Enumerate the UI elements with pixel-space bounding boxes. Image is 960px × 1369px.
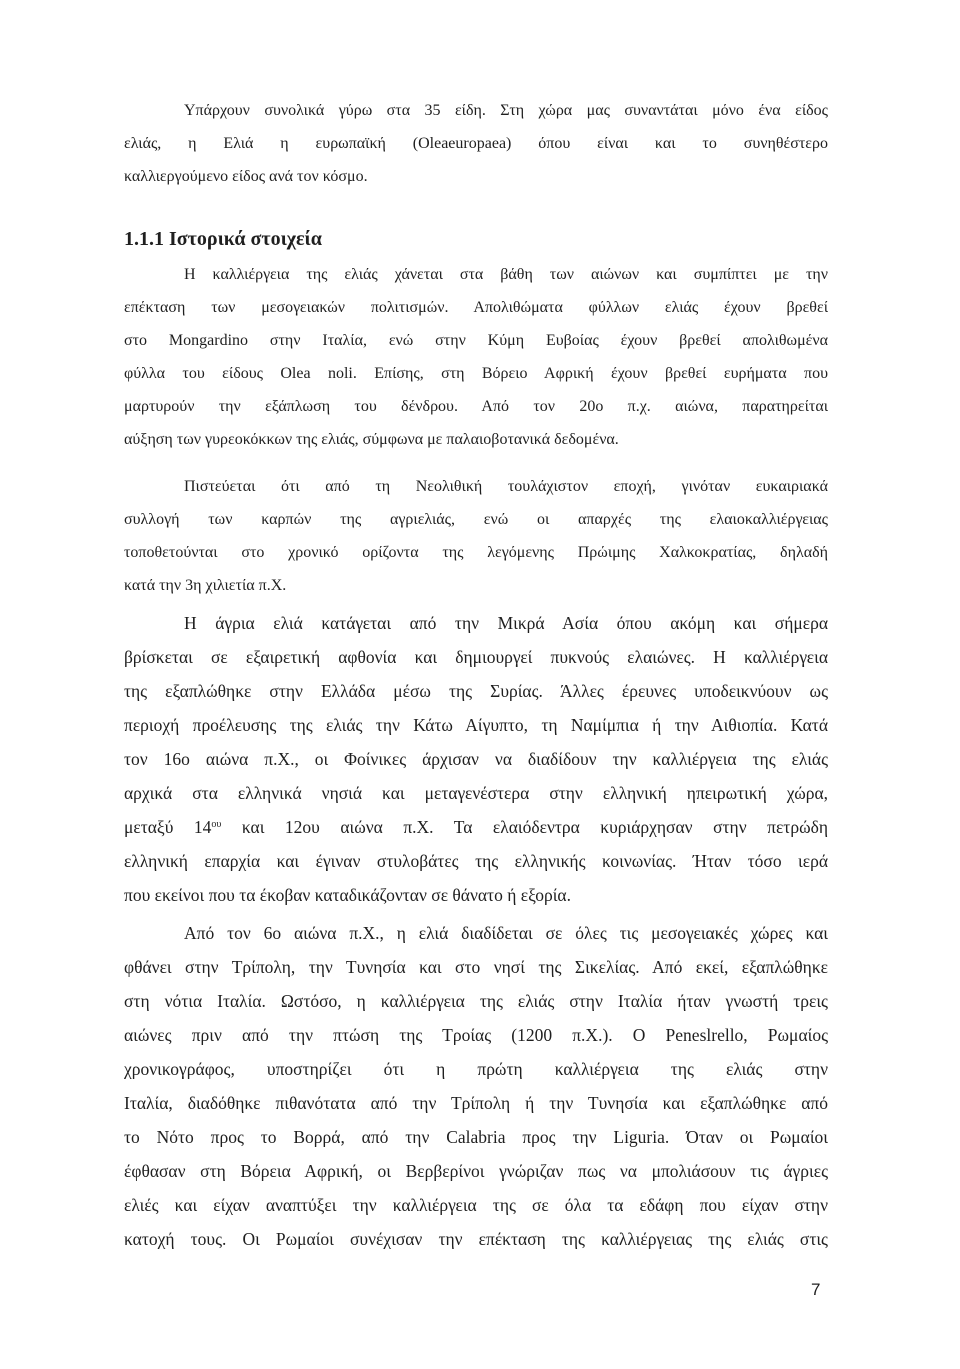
origin-paragraph <box>124 606 828 912</box>
text-line: το Νότο προς το Βορρά, από την Calabria προς την Liguria. Όταν οι Ρωμαίοι <box>124 1127 828 1147</box>
history-paragraph <box>124 258 828 456</box>
text-line: Ιταλία, διαδόθηκε πιθανότατα από την Τρίπολη ή την Τυνησία και εξαπλώθηκε από <box>124 1093 828 1113</box>
text-line: χρονικογράφος, υποστηρίζει ότι η πρώτη καλλιέργεια της ελιάς στην <box>124 1059 828 1079</box>
text-line: αρχικά στα ελληνικά νησιά και μεταγενέστερα στην ελληνική ηπειρωτική χώρα, <box>124 783 828 803</box>
text-line: μαρτυρούν την εξάπλωση του δένδρου. Από τον 20ο π.χ. αιώνα, παρατηρείται <box>124 398 828 415</box>
text-fragment: και 12ου αιώνα π.Χ. Τα ελαιόδεντρα κυριάρχησαν στην πετρώδη <box>221 817 828 837</box>
text-line: φύλλα του είδους Olea noli. Επίσης, στη Βόρειο Αφρική έχουν βρεθεί ευρήματα που <box>124 365 828 382</box>
text-line: καλλιεργούμενο είδος ανά τον κόσμο. <box>124 168 368 185</box>
section-heading: 1.1.1 Ιστορικά στοιχεία <box>124 228 322 250</box>
text-line: Πιστεύεται ότι από τη Νεολιθική τουλάχιστον εποχή, γινόταν ευκαιριακά <box>184 478 828 495</box>
text-line: αιώνες πριν από την πτώση της Τροίας (1200 π.Χ.). Ο Peneslrello, Ρωμαίος <box>124 1025 828 1045</box>
text-line: Από τον 6ο αιώνα π.Χ., η ελιά διαδίδεται σε όλες τις μεσογειακές χώρες και <box>184 923 828 943</box>
text-line: φθάνει στην Τρίπολη, την Τυνησία και στο νησί της Σικελίας. Από εκεί, εξαπλώθηκε <box>124 957 828 977</box>
neolithic-paragraph <box>124 470 828 602</box>
text-line: ελιάς, η Ελιά η ευρωπαϊκή (Oleaeuropaea) όπου είναι και το συνηθέστερο <box>124 135 828 152</box>
text-line: ελληνική επαρχία και έγιναν στυλοβάτες της ελληνικής κοινωνίας. Ήταν τόσο ιερά <box>124 851 828 871</box>
text-line: Η καλλιέργεια της ελιάς χάνεται στα βάθη των αιώνων και συμπίπτει με την <box>184 266 828 283</box>
text-line: κατά την 3η χιλιετία π.Χ. <box>124 577 287 594</box>
text-line: Η άγρια ελιά κατάγεται από την Μικρά Ασία όπου ακόμη και σήμερα <box>184 613 828 633</box>
text-line: έφθασαν στη Βόρεια Αφρική, οι Βερβερίνοι γνώριζαν πως να μπολιάσουν τις άγριες <box>124 1161 828 1181</box>
text-fragment: μεταξύ 14 <box>124 817 212 837</box>
text-line: στο Mongardino στην Ιταλία, ενώ στην Κύμη Ευβοίας έχουν βρεθεί απολιθωμένα <box>124 332 828 349</box>
text-line: τον 16ο αιώνα π.Χ., οι Φοίνικες άρχισαν να διαδίδουν την καλλιέργεια της ελιάς <box>124 749 828 769</box>
text-line <box>124 810 828 844</box>
text-line: επέκταση των μεσογειακών πολιτισμών. Απολιθώματα φύλλων ελιάς έχουν βρεθεί <box>124 299 828 316</box>
text-line: Υπάρχουν συνολικά γύρω στα 35 είδη. Στη χώρα μας συναντάται μόνο ένα είδος <box>184 102 828 119</box>
page-number: 7 <box>811 1280 821 1299</box>
text-line: περιοχή προέλευσης της ελιάς την Κάτω Αίγυπτο, τη Ναμίμπια ή την Αιθιοπία. Κατά <box>124 715 828 735</box>
text-line: στη νότια Ιταλία. Ωστόσο, η καλλιέργεια της ελιάς στην Ιταλία ήταν γνωστή τρεις <box>124 991 828 1011</box>
ordinal-superscript: ου <box>211 819 222 830</box>
text-line: της εξαπλώθηκε στην Ελλάδα μέσω της Συρίας. Άλλες έρευνες υποδεικνύουν ως <box>124 681 828 701</box>
text-line: ελιές και είχαν αναπτύξει την καλλιέργεια της σε όλα τα εδάφη που είχαν στην <box>124 1195 828 1215</box>
text-line: συλλογή των καρπών της αγριελιάς, ενώ οι απαρχές της ελαιοκαλλιέργειας <box>124 511 828 528</box>
text-line: που εκείνοι που τα έκοβαν καταδικάζονταν σε θάνατο ή εξορία. <box>124 885 571 905</box>
text-line: βρίσκεται σε εξαιρετική αφθονία και δημιουργεί πυκνούς ελαιώνες. Η καλλιέργεια <box>124 647 828 667</box>
text-line: κατοχή τους. Οι Ρωμαίοι συνέχισαν την επέκταση της καλλιέργειας της ελιάς στις <box>124 1229 828 1249</box>
text-line: τοποθετούνται στο χρονικό ορίζοντα της λεγόμενης Πρώιμης Χαλκοκρατίας, δηλαδή <box>124 544 828 561</box>
intro-paragraph <box>124 94 828 193</box>
spread-paragraph <box>124 916 828 1256</box>
text-line: αύξηση των γυρεοκόκκων της ελιάς, σύμφωνα με παλαιοβοτανικά δεδομένα. <box>124 431 619 448</box>
